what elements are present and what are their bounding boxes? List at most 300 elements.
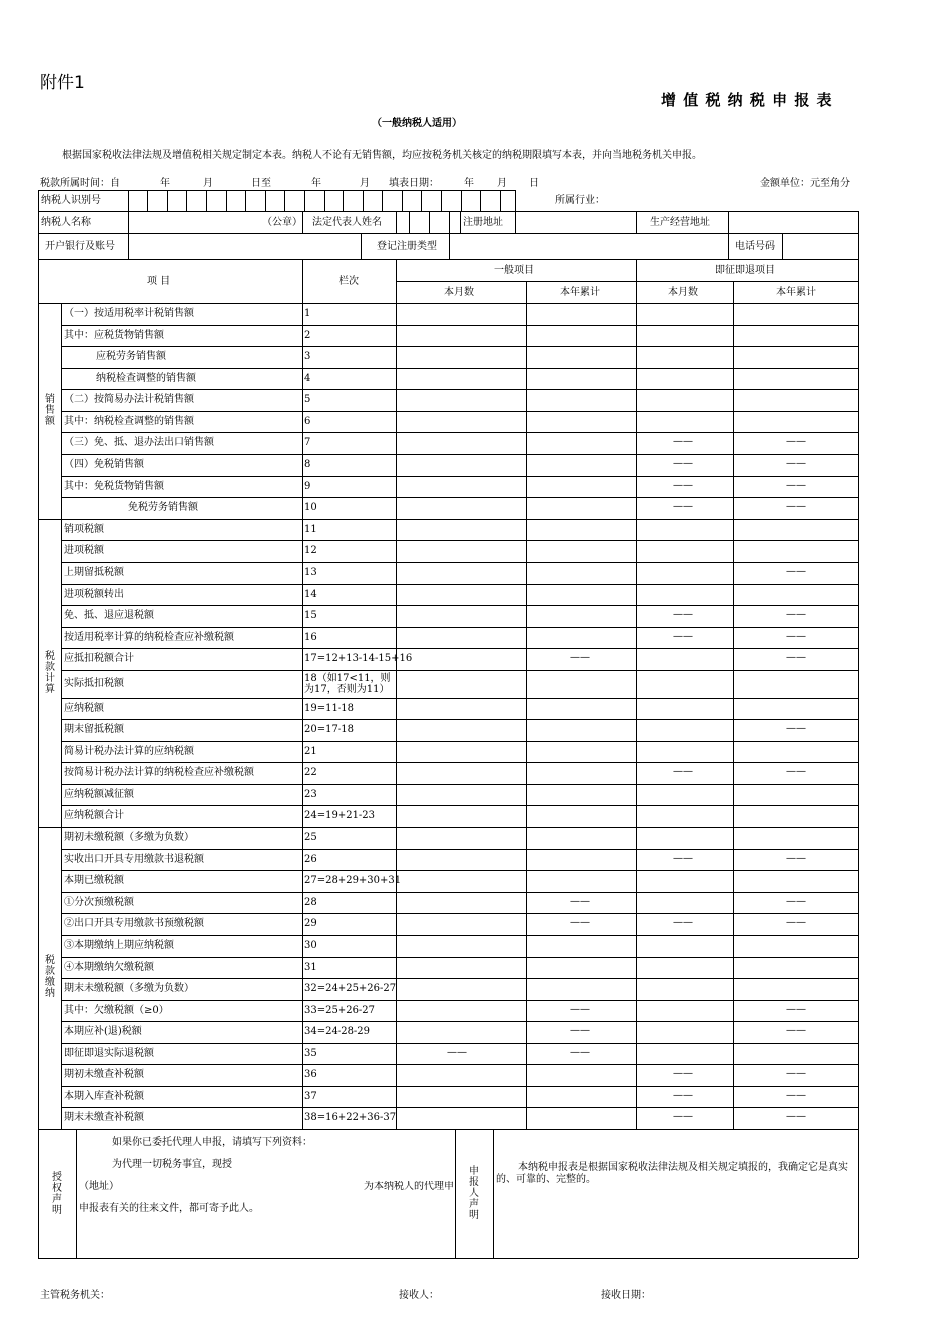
not-applicable-dash: —— bbox=[786, 566, 806, 577]
grid-line bbox=[284, 190, 285, 211]
amount-input[interactable] bbox=[399, 305, 523, 323]
grid-line bbox=[61, 1043, 858, 1044]
col-general-header: 一般项目 bbox=[494, 265, 534, 276]
row-item-label: 实际抵扣税额 bbox=[64, 678, 124, 689]
amount-input[interactable] bbox=[399, 650, 523, 668]
amount-input[interactable] bbox=[399, 743, 523, 760]
amount-input[interactable] bbox=[399, 564, 523, 582]
amount-input[interactable] bbox=[736, 542, 855, 560]
grid-line bbox=[38, 259, 39, 1258]
row-item-label: 简易计税办法计算的应纳税额 bbox=[64, 746, 194, 757]
grid-line bbox=[61, 1086, 858, 1087]
fill-year: 年 bbox=[464, 178, 474, 189]
not-applicable-dash: —— bbox=[447, 1047, 467, 1058]
amount-input[interactable] bbox=[399, 327, 523, 344]
row-line-number: 6 bbox=[304, 416, 311, 427]
amount-input[interactable] bbox=[529, 980, 633, 998]
amount-input[interactable] bbox=[639, 391, 730, 409]
amount-input[interactable] bbox=[529, 456, 633, 474]
amount-input[interactable] bbox=[529, 851, 633, 868]
form-title: 增 值 税 纳 税 申 报 表 bbox=[661, 91, 833, 109]
amount-input[interactable] bbox=[399, 1066, 523, 1084]
grid-line bbox=[61, 784, 858, 785]
grid-line bbox=[61, 957, 858, 958]
not-applicable-dash: —— bbox=[570, 917, 590, 928]
row-item-label: 上期留抵税额 bbox=[64, 567, 124, 578]
row-line-number: 38=16+22+36-37 bbox=[304, 1112, 397, 1123]
row-line-number: 10 bbox=[304, 502, 317, 513]
not-applicable-dash: —— bbox=[786, 723, 806, 734]
phone-label: 电话号码 bbox=[735, 241, 775, 252]
row-line-number: 7 bbox=[304, 437, 311, 448]
row-line-number: 1 bbox=[304, 308, 311, 319]
not-applicable-dash: —— bbox=[786, 917, 806, 928]
amount-unit: 金额单位：元至角分 bbox=[760, 178, 850, 189]
amount-input[interactable] bbox=[529, 478, 633, 495]
grid-line bbox=[186, 190, 187, 211]
grid-line bbox=[396, 281, 858, 282]
amount-input[interactable] bbox=[399, 700, 523, 717]
period-month2: 月 bbox=[360, 178, 370, 189]
amount-input[interactable] bbox=[529, 672, 633, 696]
grid-line bbox=[304, 190, 305, 211]
amount-input[interactable] bbox=[529, 700, 633, 717]
row-item-label: 进项税额 bbox=[64, 545, 104, 556]
grid-line bbox=[361, 233, 362, 259]
amount-input[interactable] bbox=[399, 370, 523, 387]
amount-input[interactable] bbox=[639, 564, 730, 582]
amount-input[interactable] bbox=[736, 1045, 855, 1062]
amount-input[interactable] bbox=[529, 743, 633, 760]
amount-input[interactable] bbox=[529, 764, 633, 782]
amount-input[interactable] bbox=[736, 413, 855, 430]
grid-line bbox=[38, 519, 858, 520]
not-applicable-dash: —— bbox=[673, 1068, 693, 1079]
row-item-label: ③本期缴纳上期应纳税额 bbox=[64, 940, 174, 951]
not-applicable-dash: —— bbox=[673, 436, 693, 447]
not-applicable-dash: —— bbox=[570, 652, 590, 663]
grid-line bbox=[265, 190, 266, 211]
amount-input[interactable] bbox=[736, 348, 855, 366]
grid-line bbox=[61, 303, 62, 1129]
row-item-label: 其中：免税货物销售额 bbox=[64, 481, 164, 492]
row-line-number: 31 bbox=[304, 962, 317, 973]
row-item-label: ④本期缴纳欠缴税额 bbox=[64, 962, 154, 973]
amount-input[interactable] bbox=[399, 915, 523, 933]
grid-line bbox=[429, 211, 430, 233]
amount-input[interactable] bbox=[529, 542, 633, 560]
grid-line bbox=[61, 368, 858, 369]
amount-input[interactable] bbox=[639, 542, 730, 560]
row-item-label: ②出口开具专用缴款书预缴税额 bbox=[64, 918, 204, 929]
amount-input[interactable] bbox=[399, 542, 523, 560]
row-line-number: 17=12+13-14-15+16 bbox=[304, 653, 413, 664]
amount-input[interactable] bbox=[399, 586, 523, 603]
grid-line bbox=[728, 211, 729, 233]
row-line-number: 13 bbox=[304, 567, 317, 578]
row-line-number: 32=24+25+26-27 bbox=[304, 983, 397, 994]
not-applicable-dash: —— bbox=[786, 1090, 806, 1101]
not-applicable-dash: —— bbox=[570, 896, 590, 907]
row-line-number: 3 bbox=[304, 351, 311, 362]
row-item-label: 销项税额 bbox=[64, 524, 104, 535]
grid-line bbox=[61, 978, 858, 979]
amount-input[interactable] bbox=[639, 980, 730, 998]
amount-input[interactable] bbox=[399, 456, 523, 474]
attachment-label: 附件1 bbox=[40, 73, 85, 93]
amount-input[interactable] bbox=[399, 348, 523, 366]
amount-input[interactable] bbox=[529, 1109, 633, 1127]
auth-line-1: 如果你已委托代理人申报，请填写下列资料： bbox=[112, 1137, 312, 1148]
grid-line bbox=[61, 762, 858, 763]
row-line-number: 15 bbox=[304, 610, 317, 621]
not-applicable-dash: —— bbox=[673, 917, 693, 928]
amount-input[interactable] bbox=[639, 1023, 730, 1041]
amount-input[interactable] bbox=[399, 478, 523, 495]
amount-input[interactable] bbox=[529, 607, 633, 625]
section-calc-label: 税款计算 bbox=[45, 651, 55, 695]
amount-input[interactable] bbox=[736, 937, 855, 955]
not-applicable-dash: —— bbox=[786, 609, 806, 620]
amount-input[interactable] bbox=[639, 872, 730, 890]
grid-line bbox=[515, 211, 516, 233]
grid-line bbox=[61, 584, 858, 585]
amount-input[interactable] bbox=[639, 521, 730, 538]
amount-input[interactable] bbox=[529, 434, 633, 452]
amount-input[interactable] bbox=[529, 959, 633, 976]
amount-input[interactable] bbox=[399, 980, 523, 998]
amount-input[interactable] bbox=[639, 370, 730, 387]
amount-input[interactable] bbox=[399, 721, 523, 739]
amount-input[interactable] bbox=[399, 851, 523, 868]
col-refund-ytd: 本年累计 bbox=[776, 287, 816, 298]
amount-input[interactable] bbox=[529, 521, 633, 538]
amount-input[interactable] bbox=[736, 829, 855, 847]
grid-line bbox=[61, 1021, 858, 1022]
amount-input[interactable] bbox=[529, 305, 633, 323]
period-month: 月 bbox=[203, 178, 213, 189]
row-item-label: 本期入库查补税额 bbox=[64, 1091, 144, 1102]
form-subtitle: （一般纳税人适用） bbox=[372, 118, 462, 129]
row-line-number: 26 bbox=[304, 854, 317, 865]
grid-line bbox=[461, 190, 462, 211]
not-applicable-dash: —— bbox=[786, 1004, 806, 1015]
amount-input[interactable] bbox=[736, 391, 855, 409]
grid-line bbox=[38, 233, 858, 234]
amount-input[interactable] bbox=[399, 629, 523, 646]
row-item-label: ①分次预缴税额 bbox=[64, 897, 134, 908]
not-applicable-dash: —— bbox=[786, 1111, 806, 1122]
grid-line bbox=[61, 562, 858, 563]
grid-line bbox=[324, 190, 325, 211]
grid-line bbox=[302, 211, 303, 233]
amount-input[interactable] bbox=[639, 959, 730, 976]
amount-input[interactable] bbox=[529, 564, 633, 582]
not-applicable-dash: —— bbox=[786, 853, 806, 864]
section-sales-label: 销售额 bbox=[45, 394, 55, 427]
row-line-number: 28 bbox=[304, 897, 317, 908]
grid-line bbox=[733, 281, 734, 1129]
grid-line bbox=[493, 1129, 494, 1258]
amount-input[interactable] bbox=[399, 937, 523, 955]
row-line-number: 18（如17<11，则为17，否则为11） bbox=[304, 673, 391, 695]
amount-input[interactable] bbox=[639, 700, 730, 717]
amount-input[interactable] bbox=[399, 1088, 523, 1105]
grid-line bbox=[61, 497, 858, 498]
grid-line bbox=[76, 1129, 77, 1258]
grid-line bbox=[61, 648, 858, 649]
amount-input[interactable] bbox=[736, 327, 855, 344]
applicant-declaration-text: 本纳税申报表是根据国家税收法律法规及相关规定填报的，我确定它是真实的、可靠的、完整的。 bbox=[496, 1162, 848, 1185]
amount-input[interactable] bbox=[639, 413, 730, 430]
grid-line bbox=[61, 1000, 858, 1001]
amount-input[interactable] bbox=[736, 786, 855, 803]
auth-line-2: 为代理一切税务事宜，现授 bbox=[112, 1159, 232, 1170]
grid-line bbox=[858, 259, 859, 1258]
not-applicable-dash: —— bbox=[786, 631, 806, 642]
not-applicable-dash: —— bbox=[673, 501, 693, 512]
row-item-label: 按适用税率计算的纳税检查应补缴税额 bbox=[64, 632, 234, 643]
grid-line bbox=[449, 233, 450, 259]
amount-input[interactable] bbox=[736, 586, 855, 603]
grid-line bbox=[38, 190, 39, 259]
not-applicable-dash: —— bbox=[673, 609, 693, 620]
not-applicable-dash: —— bbox=[786, 480, 806, 491]
grid-line bbox=[409, 211, 410, 233]
grid-line bbox=[245, 190, 246, 211]
not-applicable-dash: —— bbox=[786, 1025, 806, 1036]
amount-input[interactable] bbox=[529, 586, 633, 603]
not-applicable-dash: —— bbox=[673, 1090, 693, 1101]
amount-input[interactable] bbox=[736, 305, 855, 323]
amount-input[interactable] bbox=[736, 980, 855, 998]
row-line-number: 22 bbox=[304, 767, 317, 778]
grid-line bbox=[167, 190, 168, 211]
amount-input[interactable] bbox=[399, 959, 523, 976]
grid-line bbox=[61, 913, 858, 914]
amount-input[interactable] bbox=[529, 829, 633, 847]
grid-line bbox=[441, 190, 442, 211]
amount-input[interactable] bbox=[399, 391, 523, 409]
amount-input[interactable] bbox=[399, 872, 523, 890]
amount-input[interactable] bbox=[736, 672, 855, 696]
amount-input[interactable] bbox=[639, 786, 730, 803]
grid-line bbox=[61, 1064, 858, 1065]
row-item-label: 免税劳务销售额 bbox=[128, 502, 198, 513]
amount-input[interactable] bbox=[736, 959, 855, 976]
period-year: 年 bbox=[160, 178, 170, 189]
grid-line bbox=[61, 605, 858, 606]
row-item-label: （三）免、抵、退办法出口销售额 bbox=[64, 437, 214, 448]
row-line-number: 24=19+21-23 bbox=[304, 810, 376, 821]
grid-line bbox=[38, 1258, 858, 1259]
bank-label: 开户银行及账号 bbox=[45, 241, 115, 252]
row-item-label: 实收出口开具专用缴款书退税额 bbox=[64, 854, 204, 865]
row-item-label: 期末留抵税额 bbox=[64, 724, 124, 735]
not-applicable-dash: —— bbox=[570, 1047, 590, 1058]
reg-address-label: 注册地址 bbox=[463, 217, 503, 228]
amount-input[interactable] bbox=[639, 327, 730, 344]
row-line-number: 14 bbox=[304, 589, 317, 600]
row-line-number: 8 bbox=[304, 459, 311, 470]
row-line-number: 23 bbox=[304, 789, 317, 800]
amount-input[interactable] bbox=[529, 413, 633, 430]
row-line-number: 11 bbox=[304, 524, 317, 535]
amount-input[interactable] bbox=[736, 743, 855, 760]
amount-input[interactable] bbox=[639, 807, 730, 825]
auth-declaration-label: 授权声明 bbox=[52, 1172, 62, 1216]
grid-line bbox=[61, 540, 858, 541]
amount-input[interactable] bbox=[399, 672, 523, 696]
grid-line bbox=[782, 233, 783, 259]
row-item-label: 应抵扣税额合计 bbox=[64, 653, 134, 664]
amount-input[interactable] bbox=[639, 721, 730, 739]
legal-rep-label: 法定代表人姓名 bbox=[312, 217, 382, 228]
amount-input[interactable] bbox=[399, 1109, 523, 1127]
amount-input[interactable] bbox=[399, 521, 523, 538]
amount-input[interactable] bbox=[399, 413, 523, 430]
amount-input[interactable] bbox=[399, 829, 523, 847]
amount-input[interactable] bbox=[399, 434, 523, 452]
grid-line bbox=[38, 827, 858, 828]
grid-line bbox=[61, 741, 858, 742]
amount-input[interactable] bbox=[399, 499, 523, 517]
amount-input[interactable] bbox=[639, 894, 730, 911]
row-item-label: 应纳税额合计 bbox=[64, 810, 124, 821]
grid-line bbox=[206, 190, 207, 211]
amount-input[interactable] bbox=[736, 700, 855, 717]
row-item-label: 应纳税额 bbox=[64, 703, 104, 714]
row-item-label: 应税劳务销售额 bbox=[96, 351, 166, 362]
grid-line bbox=[61, 719, 858, 720]
intro-text: 根据国家税收法律法规及增值税相关规定制定本表。纳税人不论有无销售额，均应按税务机关核定的纳税期限填写本表，并向当地税务机关申报。 bbox=[62, 150, 702, 161]
amount-input[interactable] bbox=[399, 607, 523, 625]
biz-address-label: 生产经营地址 bbox=[650, 217, 710, 228]
amount-input[interactable] bbox=[529, 1066, 633, 1084]
grid-line bbox=[61, 627, 858, 628]
amount-input[interactable] bbox=[639, 743, 730, 760]
amount-input[interactable] bbox=[639, 586, 730, 603]
row-item-label: 期末未缴查补税额 bbox=[64, 1112, 144, 1123]
row-item-label: 本期已缴税额 bbox=[64, 875, 124, 886]
row-line-number: 30 bbox=[304, 940, 317, 951]
amount-input[interactable] bbox=[529, 721, 633, 739]
grid-line bbox=[61, 389, 858, 390]
amount-input[interactable] bbox=[639, 829, 730, 847]
grid-line bbox=[38, 303, 858, 304]
grid-line bbox=[396, 211, 397, 233]
amount-input[interactable] bbox=[736, 521, 855, 538]
row-item-label: 期初未缴税额（多缴为负数） bbox=[64, 832, 194, 843]
amount-input[interactable] bbox=[529, 629, 633, 646]
period-label: 税款所属时间：自 bbox=[40, 178, 120, 189]
grid-line bbox=[460, 211, 461, 233]
amount-input[interactable] bbox=[529, 786, 633, 803]
row-item-label: 按简易计税办法计算的纳税检查应补缴税额 bbox=[64, 767, 254, 778]
amount-input[interactable] bbox=[529, 937, 633, 955]
grid-line bbox=[61, 432, 858, 433]
grid-line bbox=[38, 1129, 858, 1130]
amount-input[interactable] bbox=[529, 370, 633, 387]
not-applicable-dash: —— bbox=[786, 501, 806, 512]
col-refund-header: 即征即退项目 bbox=[715, 265, 775, 276]
row-line-number: 9 bbox=[304, 481, 311, 492]
not-applicable-dash: —— bbox=[673, 766, 693, 777]
grid-line bbox=[61, 849, 858, 850]
grid-line bbox=[61, 892, 858, 893]
auth-line-3a: （地址） bbox=[79, 1181, 119, 1192]
grid-line bbox=[61, 1107, 858, 1108]
amount-input[interactable] bbox=[529, 391, 633, 409]
amount-input[interactable] bbox=[399, 807, 523, 825]
amount-input[interactable] bbox=[639, 1045, 730, 1062]
amount-input[interactable] bbox=[529, 499, 633, 517]
row-item-label: 应纳税额减征额 bbox=[64, 789, 134, 800]
amount-input[interactable] bbox=[399, 1002, 523, 1019]
amount-input[interactable] bbox=[736, 872, 855, 890]
amount-input[interactable] bbox=[529, 348, 633, 366]
not-applicable-dash: —— bbox=[786, 766, 806, 777]
row-item-label: 即征即退实际退税额 bbox=[64, 1048, 154, 1059]
row-item-label: 进项税额转出 bbox=[64, 589, 124, 600]
grid-line bbox=[636, 211, 637, 233]
grid-line bbox=[61, 346, 858, 347]
fill-month: 月 bbox=[497, 178, 507, 189]
row-line-number: 21 bbox=[304, 746, 317, 757]
row-line-number: 29 bbox=[304, 918, 317, 929]
not-applicable-dash: —— bbox=[786, 436, 806, 447]
amount-input[interactable] bbox=[639, 1002, 730, 1019]
amount-input[interactable] bbox=[529, 1088, 633, 1105]
grid-line bbox=[421, 190, 422, 211]
amount-input[interactable] bbox=[639, 650, 730, 668]
grid-line bbox=[61, 935, 858, 936]
amount-input[interactable] bbox=[639, 348, 730, 366]
not-applicable-dash: —— bbox=[570, 1004, 590, 1015]
grid-line bbox=[363, 190, 364, 211]
amount-input[interactable] bbox=[529, 872, 633, 890]
row-line-number: 5 bbox=[304, 394, 311, 405]
grid-line bbox=[61, 454, 858, 455]
amount-input[interactable] bbox=[736, 370, 855, 387]
amount-input[interactable] bbox=[529, 807, 633, 825]
col-item-header: 项 目 bbox=[147, 276, 171, 287]
reg-type-label: 登记注册类型 bbox=[377, 241, 437, 252]
applicant-declaration-label: 申报人声明 bbox=[469, 1166, 479, 1221]
row-item-label: 其中：纳税检查调整的销售额 bbox=[64, 416, 194, 427]
amount-input[interactable] bbox=[399, 894, 523, 911]
row-line-number: 16 bbox=[304, 632, 317, 643]
amount-input[interactable] bbox=[639, 937, 730, 955]
fill-date-label: 填表日期： bbox=[389, 178, 439, 189]
amount-input[interactable] bbox=[639, 672, 730, 696]
grid-line bbox=[858, 211, 859, 259]
amount-input[interactable] bbox=[529, 327, 633, 344]
amount-input[interactable] bbox=[399, 1023, 523, 1041]
not-applicable-dash: —— bbox=[786, 652, 806, 663]
amount-input[interactable] bbox=[639, 305, 730, 323]
grid-line bbox=[128, 190, 129, 211]
row-item-label: （二）按简易办法计税销售额 bbox=[64, 394, 194, 405]
amount-input[interactable] bbox=[399, 764, 523, 782]
row-item-label: 其中：应税货物销售额 bbox=[64, 330, 164, 341]
period-year2: 年 bbox=[311, 178, 321, 189]
row-line-number: 35 bbox=[304, 1048, 317, 1059]
footer-receiver: 接收人： bbox=[399, 1290, 439, 1301]
amount-input[interactable] bbox=[736, 807, 855, 825]
amount-input[interactable] bbox=[399, 786, 523, 803]
grid-line bbox=[128, 233, 129, 259]
